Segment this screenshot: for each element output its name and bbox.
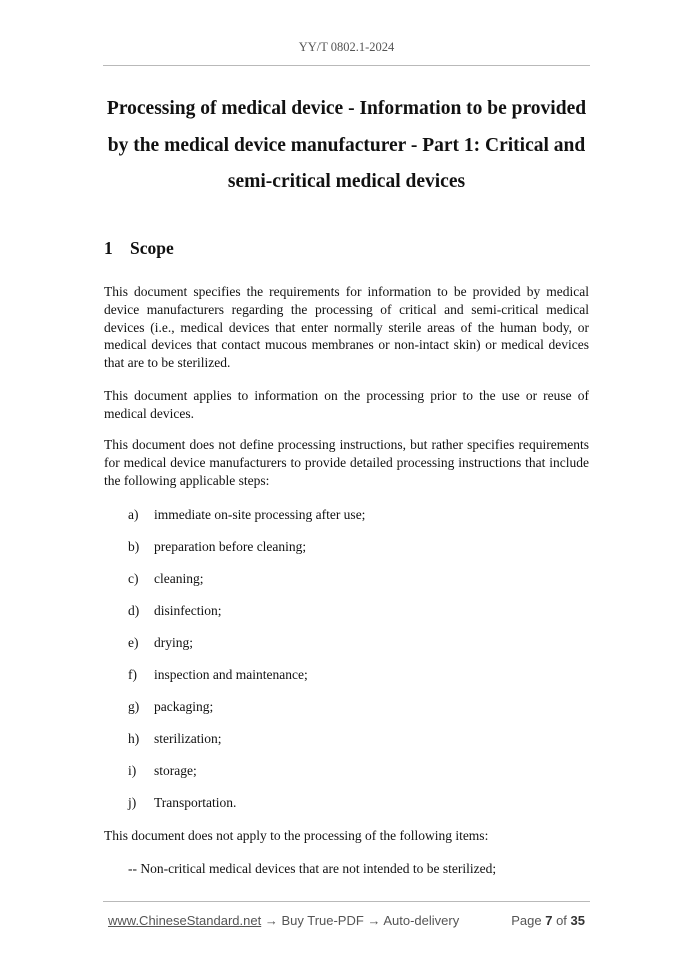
buy-pdf-link[interactable]: Buy True-PDF <box>281 913 364 928</box>
page-total: 35 <box>570 913 585 928</box>
list-text: Transportation. <box>154 795 237 810</box>
list-marker: f) <box>128 667 137 682</box>
list-text: sterilization; <box>154 731 222 746</box>
arrow-right-icon: → <box>367 913 381 928</box>
list-marker: e) <box>128 635 139 650</box>
list-item <box>128 666 308 684</box>
list-item <box>128 762 197 780</box>
section-heading <box>104 238 174 259</box>
arrow-right-icon: → <box>264 913 278 928</box>
list-item <box>128 794 236 812</box>
list-item <box>128 634 193 652</box>
list-text: drying; <box>154 635 193 650</box>
scope-paragraph-1: This document specifies the requirements for information to be provided by medical device manufacturers regarding the processing of critical and semi-critical medical devices (i.e., medical devices that enter normally sterile areas of the human body, or medical devices that contact mucous membranes or non-intact skin) or medical devices that are to be sterilized. <box>104 284 589 371</box>
list-text: cleaning; <box>154 571 204 586</box>
site-link[interactable]: www.ChineseStandard.net <box>108 913 262 928</box>
list-text: disinfection; <box>154 603 222 618</box>
page-current: 7 <box>545 913 553 928</box>
list-text: storage; <box>154 763 197 778</box>
section-title: Scope <box>130 238 174 258</box>
list-item <box>128 570 203 588</box>
footer-divider <box>103 901 590 902</box>
list-item <box>128 506 365 524</box>
list-item <box>128 602 222 620</box>
list-marker: j) <box>128 795 137 810</box>
page-label: Page <box>511 913 542 928</box>
standard-code: YY/T 0802.1-2024 <box>298 40 395 54</box>
list-text: immediate on-site processing after use; <box>154 507 366 522</box>
page-indicator <box>511 913 585 928</box>
list-marker: h) <box>128 731 140 746</box>
document-title: Processing of medical device - Information to be provided by the medical device manufacturer - Part 1: Critical and semi-critical medical devices <box>106 98 587 192</box>
list-text: inspection and maintenance; <box>154 667 308 682</box>
footer <box>108 913 585 931</box>
list-item <box>128 538 306 556</box>
list-marker: g) <box>128 699 140 714</box>
list-marker: d) <box>128 603 140 618</box>
list-text: preparation before cleaning; <box>154 539 307 554</box>
list-marker: c) <box>128 571 139 586</box>
list-item <box>128 730 221 748</box>
list-item <box>128 698 213 716</box>
auto-delivery-text: Auto-delivery <box>383 913 460 928</box>
header-divider <box>103 65 590 66</box>
exclusion-item: -- Non-critical medical devices that are not intended to be sterilized; <box>128 861 497 876</box>
list-marker: a) <box>128 507 139 522</box>
scope-paragraph-2: This document applies to information on the processing prior to the use or reuse of medical devices. <box>104 388 589 421</box>
page-of: of <box>556 913 567 928</box>
list-marker: i) <box>128 763 137 778</box>
list-text: packaging; <box>154 699 214 714</box>
footer-links <box>108 913 459 928</box>
section-number: 1 <box>104 238 113 258</box>
list-marker: b) <box>128 539 140 554</box>
exclusion-intro: This document does not apply to the processing of the following items: <box>104 828 489 843</box>
scope-paragraph-3: This document does not define processing instructions, but rather specifies requirements for medical device manufacturers to provide detailed processing instructions that include the following applicable steps: <box>104 437 589 488</box>
